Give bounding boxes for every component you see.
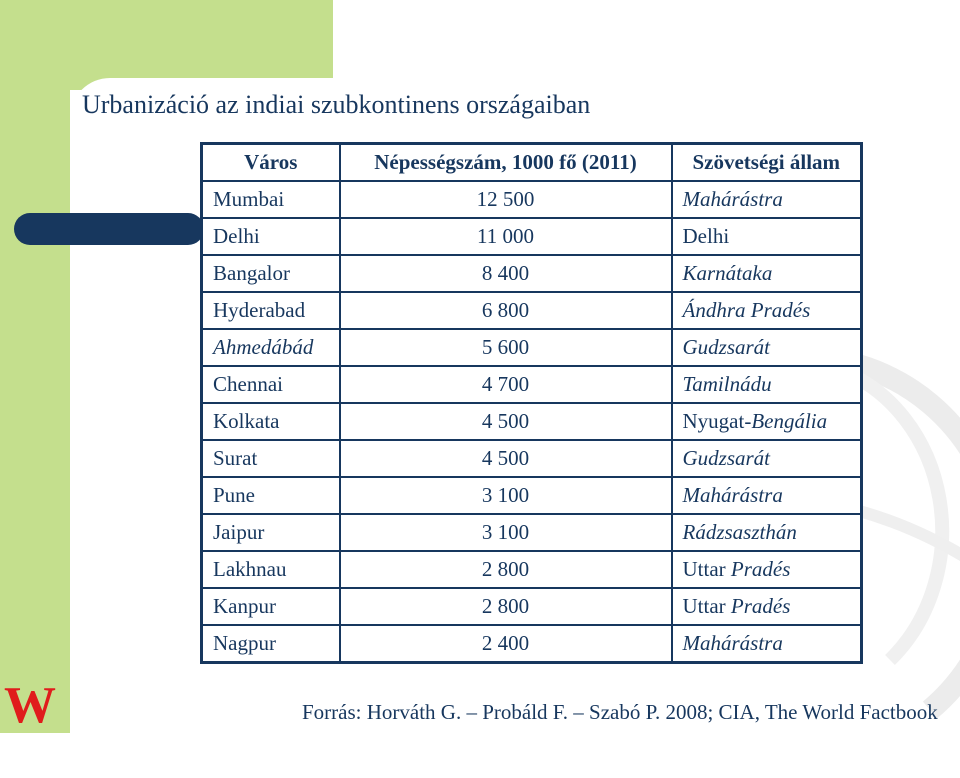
- state-italic-text: Pradés: [730, 594, 791, 618]
- table-row: [202, 329, 862, 366]
- population-cell: 11 000: [340, 218, 672, 255]
- state-italic-text: Rádzsaszthán: [682, 520, 797, 544]
- source-citation: Forrás: Horváth G. – Probáld F. – Szabó P. 2008; CIA, The World Factbook: [302, 700, 938, 724]
- population-cell: 3 100: [340, 514, 672, 551]
- city-cell: Chennai: [202, 366, 340, 403]
- state-italic-text: Gudzsarát: [682, 335, 771, 359]
- state-cell: [672, 403, 862, 440]
- table-row: [202, 625, 862, 663]
- state-italic-text: Mahárástra: [682, 187, 783, 211]
- decor-green-sidebar: [0, 0, 70, 733]
- table-row: [202, 218, 862, 255]
- table-row: [202, 255, 862, 292]
- population-cell: 12 500: [340, 181, 672, 218]
- state-cell: [672, 477, 862, 514]
- state-italic-text: Tamilnádu: [682, 372, 772, 396]
- city-cell: Kanpur: [202, 588, 340, 625]
- state-cell: [672, 625, 862, 663]
- state-italic-text: Karnátaka: [682, 261, 773, 285]
- state-italic-text: Ándhra Pradés: [682, 298, 811, 322]
- slide-title: Urbanizáció az indiai szubkontinens országaiban: [82, 90, 591, 119]
- table-row: [202, 440, 862, 477]
- population-cell: 4 500: [340, 440, 672, 477]
- population-cell: 2 400: [340, 625, 672, 663]
- city-cell: Jaipur: [202, 514, 340, 551]
- city-cell: Delhi: [202, 218, 340, 255]
- header-population: Népességszám, 1000 fő (2011): [340, 144, 672, 182]
- header-city: Város: [202, 144, 340, 182]
- city-population-table: [200, 142, 863, 664]
- state-cell: [672, 551, 862, 588]
- city-cell: Bangalor: [202, 255, 340, 292]
- state-cell: [672, 514, 862, 551]
- population-cell: 6 800: [340, 292, 672, 329]
- decor-navy-bar: [14, 213, 204, 245]
- table-row: [202, 588, 862, 625]
- state-italic-text: Pradés: [730, 557, 791, 581]
- state-cell: [672, 255, 862, 292]
- table-row: [202, 551, 862, 588]
- header-state: Szövetségi állam: [672, 144, 862, 182]
- state-italic-text: Gudzsarát: [682, 446, 771, 470]
- city-cell: Hyderabad: [202, 292, 340, 329]
- population-cell: 4 500: [340, 403, 672, 440]
- city-cell: Mumbai: [202, 181, 340, 218]
- state-cell: [672, 292, 862, 329]
- table-row: [202, 292, 862, 329]
- state-cell: [672, 181, 862, 218]
- table-row: [202, 366, 862, 403]
- state-plain-text: Uttar: [682, 594, 731, 618]
- table-row: [202, 477, 862, 514]
- state-plain-text: Uttar: [682, 557, 731, 581]
- state-plain-text: Delhi: [682, 224, 730, 248]
- table-row: [202, 403, 862, 440]
- state-cell: [672, 440, 862, 477]
- table-header-row: [202, 144, 862, 182]
- population-cell: 4 700: [340, 366, 672, 403]
- population-cell: 3 100: [340, 477, 672, 514]
- city-cell: Kolkata: [202, 403, 340, 440]
- state-italic-text: Mahárástra: [682, 631, 783, 655]
- population-cell: 2 800: [340, 551, 672, 588]
- population-cell: 8 400: [340, 255, 672, 292]
- city-cell: Pune: [202, 477, 340, 514]
- w-logo: W: [4, 677, 56, 734]
- population-cell: 5 600: [340, 329, 672, 366]
- state-italic-text: Bengália: [751, 409, 828, 433]
- state-cell: [672, 329, 862, 366]
- table-body: [202, 181, 862, 663]
- state-cell: [672, 366, 862, 403]
- city-cell: Ahmedábád: [202, 329, 340, 366]
- state-cell: [672, 218, 862, 255]
- state-cell: [672, 588, 862, 625]
- state-plain-text: Nyugat-: [682, 409, 752, 433]
- city-cell: Lakhnau: [202, 551, 340, 588]
- table-row: [202, 514, 862, 551]
- city-cell: Surat: [202, 440, 340, 477]
- table-row: [202, 181, 862, 218]
- population-cell: 2 800: [340, 588, 672, 625]
- city-cell: Nagpur: [202, 625, 340, 663]
- state-italic-text: Mahárástra: [682, 483, 783, 507]
